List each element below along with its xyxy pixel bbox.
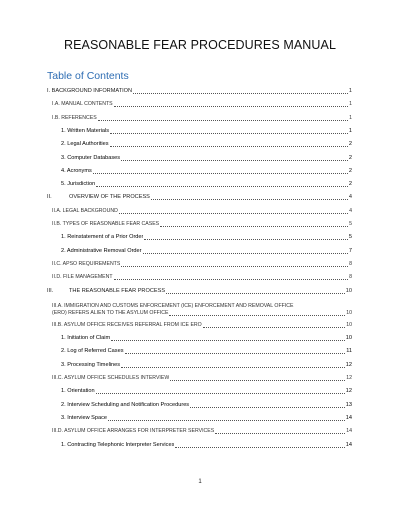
toc-entry[interactable] xyxy=(61,230,352,241)
toc-entry-label: 2. Legal Authorities xyxy=(61,141,109,148)
toc-entry-page: 10 xyxy=(346,321,352,328)
toc-entry-label: 1. Contracting Telephonic Interpreter Services xyxy=(61,441,175,448)
toc-entry[interactable] xyxy=(52,257,352,268)
toc-entry-label: 5. Jurisdiction xyxy=(61,181,96,188)
dot-leader xyxy=(144,238,347,240)
toc-entry[interactable] xyxy=(61,358,352,369)
toc-entry[interactable] xyxy=(61,398,352,409)
toc-entry-number: II. xyxy=(47,194,52,201)
toc-entry-page: 7 xyxy=(348,247,352,254)
dot-leader xyxy=(93,172,348,174)
dot-leader xyxy=(119,212,348,214)
dot-leader xyxy=(169,314,345,316)
dot-leader xyxy=(121,159,348,161)
dot-leader xyxy=(166,292,345,294)
dot-leader xyxy=(203,326,346,328)
toc-entry-page: 10 xyxy=(346,309,352,316)
dot-leader xyxy=(110,145,348,147)
dot-leader xyxy=(114,105,348,107)
document-title: REASONABLE FEAR PROCEDURES MANUAL xyxy=(63,38,337,52)
toc-entry[interactable] xyxy=(61,331,352,342)
toc-entry-page: 2 xyxy=(348,181,352,188)
toc-entry[interactable] xyxy=(61,384,352,395)
toc-entry[interactable] xyxy=(52,318,352,329)
toc-entry-label: III.D. ASYLUM OFFICE ARRANGES FOR INTERPRETER SERVICES xyxy=(52,428,215,435)
toc-entry-label: 2. Log of Referred Cases xyxy=(61,348,124,355)
toc-entry[interactable] xyxy=(52,424,352,435)
page-number: 1 xyxy=(198,479,202,485)
toc-entry-label: III.B. ASYLUM OFFICE RECEIVES REFERRAL FROM ICE ERO xyxy=(52,321,202,328)
toc-entry-label: 1. Orientation xyxy=(61,388,95,395)
dot-leader xyxy=(160,225,348,227)
toc-entry-page: 4 xyxy=(349,207,352,214)
toc-entry-page: 2 xyxy=(348,141,352,148)
toc-entry-page: 2 xyxy=(348,154,352,161)
toc-entry-page: 13 xyxy=(345,401,352,408)
toc-entry-page: 8 xyxy=(349,274,352,281)
toc-entry-label: 2. Administrative Removal Order xyxy=(61,247,142,254)
toc-entry[interactable] xyxy=(61,151,352,162)
toc-entry-page: 11 xyxy=(346,348,352,355)
toc-entry-page: 14 xyxy=(345,414,352,421)
toc-entry-page: 2 xyxy=(348,167,352,174)
toc-entry-label: III.A. IMMIGRATION AND CUSTOMS ENFORCEMENT (ICE) ENFORCEMENT AND REMOVAL OFFICE xyxy=(52,302,294,309)
toc-entry-page: 10 xyxy=(345,287,352,294)
toc-entry-label: 1. Written Materials xyxy=(61,127,110,134)
dot-leader xyxy=(96,392,345,394)
toc-entry[interactable] xyxy=(52,270,352,281)
toc-entry[interactable] xyxy=(61,177,352,188)
toc-entry-page: 8 xyxy=(349,260,352,267)
toc-entry[interactable] xyxy=(61,124,352,135)
toc-entry-label: I.A. MANUAL CONTENTS xyxy=(52,101,113,108)
toc-entry-label: II.C. APSO REQUIREMENTS xyxy=(52,260,121,267)
toc-entry[interactable] xyxy=(61,137,352,148)
dot-leader xyxy=(121,265,348,267)
toc-entry-label-continued: (ERO) REFERS ALIEN TO THE ASYLUM OFFICE xyxy=(52,309,169,316)
toc-entry-label: 1. Initiation of Claim xyxy=(61,335,111,342)
toc-entry[interactable] xyxy=(47,190,352,201)
toc-heading: Table of Contents xyxy=(47,70,129,82)
toc-entry-page: 5 xyxy=(348,234,352,241)
toc-entry-label: 3. Interview Space xyxy=(61,414,108,421)
toc-entry-page: 1 xyxy=(348,127,352,134)
dot-leader xyxy=(108,419,345,421)
toc-entry-label: 2. Interview Scheduling and Notification Procedures xyxy=(61,401,190,408)
toc-entry-page: 1 xyxy=(348,88,352,94)
toc-entry-label: I.B. REFERENCES xyxy=(52,114,97,121)
dot-leader xyxy=(170,379,345,381)
toc-entry-label: I. BACKGROUND INFORMATION xyxy=(47,88,133,94)
toc-entry-label: OVERVIEW OF THE PROCESS xyxy=(69,194,150,201)
toc-entry-label: 1. Reinstatement of a Prior Order xyxy=(61,234,144,241)
toc-entry[interactable] xyxy=(52,111,352,122)
toc-entry[interactable] xyxy=(61,164,352,175)
dot-leader xyxy=(190,406,345,408)
toc-entry-page: 14 xyxy=(346,428,352,435)
toc-entry[interactable] xyxy=(61,438,352,449)
dot-leader xyxy=(125,352,346,354)
dot-leader xyxy=(110,132,348,134)
toc-entry-label: 3. Computer Databases xyxy=(61,154,121,161)
dot-leader xyxy=(151,198,348,200)
toc-entry-number: III. xyxy=(47,287,54,294)
toc-entry-page: 12 xyxy=(345,361,352,368)
toc-entry-page: 1 xyxy=(349,114,352,121)
dot-leader xyxy=(96,185,348,187)
toc-entry[interactable] xyxy=(47,84,352,95)
toc-entry-page: 4 xyxy=(348,194,352,201)
toc-entry-page: 12 xyxy=(345,388,352,395)
dot-leader xyxy=(175,446,344,448)
toc-entry[interactable] xyxy=(61,411,352,422)
toc-entry-page: 10 xyxy=(345,335,352,342)
toc-entry-label: 4. Acronyms xyxy=(61,167,92,174)
dot-leader xyxy=(121,366,345,368)
dot-leader xyxy=(215,432,345,434)
toc-entry-label: II.A. LEGAL BACKGROUND xyxy=(52,207,118,214)
toc-entry[interactable] xyxy=(52,97,352,108)
toc-entry[interactable] xyxy=(61,244,352,255)
toc-entry[interactable] xyxy=(52,297,352,317)
dot-leader xyxy=(114,278,349,280)
toc-entry-label: II.B. TYPES OF REASONABLE FEAR CASES xyxy=(52,221,160,227)
toc-entry-label: 3. Processing Timelines xyxy=(61,361,121,368)
toc-entry[interactable] xyxy=(52,217,352,228)
toc-entry-page: 12 xyxy=(346,375,352,381)
toc-entry-page: 1 xyxy=(349,101,352,108)
dot-leader xyxy=(111,339,345,341)
toc-entry-page: 5 xyxy=(349,221,352,227)
dot-leader xyxy=(143,252,348,254)
dot-leader xyxy=(98,119,348,121)
toc-entry[interactable] xyxy=(52,371,352,382)
toc-entry[interactable] xyxy=(47,284,352,295)
toc-entry[interactable] xyxy=(52,204,352,215)
toc-entry[interactable] xyxy=(61,344,352,355)
toc-entry-label: THE REASONABLE FEAR PROCESS xyxy=(69,287,166,294)
toc-entry-page: 14 xyxy=(345,441,352,448)
toc-entry-label: III.C. ASYLUM OFFICE SCHEDULES INTERVIEW xyxy=(52,375,170,381)
dot-leader xyxy=(133,92,348,94)
toc-entry-label: II.D. FILE MANAGEMENT xyxy=(52,274,113,281)
